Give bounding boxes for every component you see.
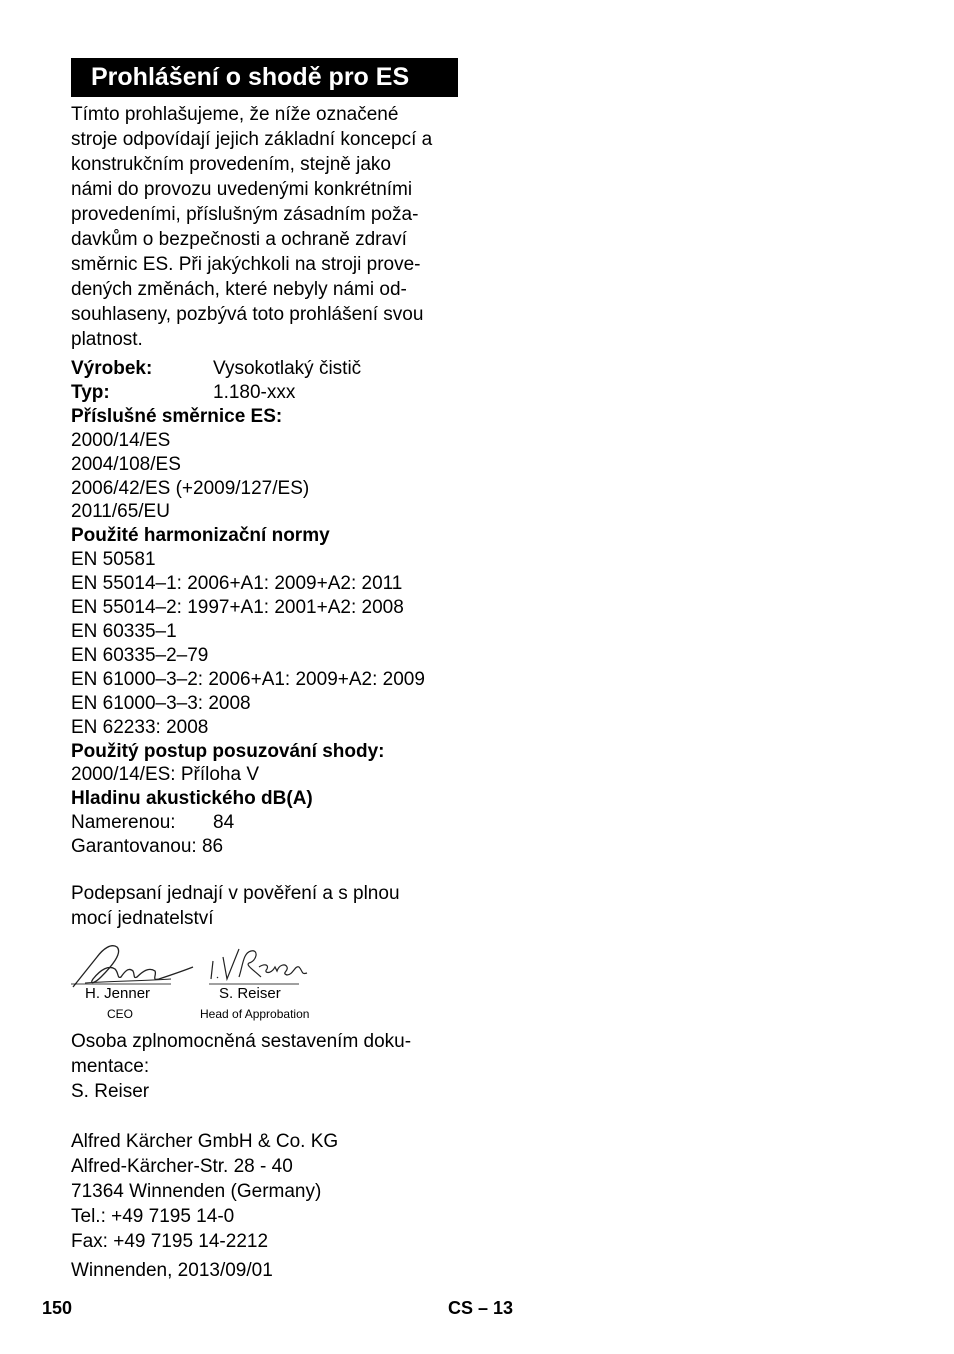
norm-item: EN 55014–1: 2006+A1: 2009+A2: 2011 [71,573,403,595]
intro-line: dených změnách, které nebyly námi od- [71,279,407,300]
intro-line: stroje odpovídají jejich základní koncepcí a [71,129,433,150]
intro-line: směrnic ES. Při jakýchkoli na stroji prove- [71,254,421,275]
directive-item: 2000/14/ES [71,429,171,451]
declaration-body [71,102,471,1283]
sound-measured-label: Namerenou: [71,812,176,834]
directive-item: 2006/42/ES (+2009/127/ES) [71,477,310,499]
norms-heading: Použité harmonizační normy [71,525,330,547]
address-block [71,1129,471,1254]
directive-item: 2004/108/ES [71,453,181,475]
page-title: Prohlášení o shodě pro ES [71,58,458,97]
documentation-line: mentace: [71,1056,150,1078]
intro-line: davkům o bezpečnosti a ochraně zdraví [71,229,407,250]
documentation-line: Osoba zplnomocněná sestavením doku- [71,1031,412,1053]
page-number: 150 [42,1298,73,1318]
intro-line: konstrukčním provedením, stejně jako [71,154,391,175]
type-value: 1.180-xxx [213,381,296,403]
sound-measured-row [71,811,471,835]
directives-heading: Příslušné směrnice ES: [71,405,283,427]
signatories-line: Podepsaní jednají v pověření a s plnou [71,883,400,905]
procedure-heading: Použitý postup posuzování shody: [71,740,385,762]
signature-role: CEO [107,1007,134,1022]
place-date: Winnenden, 2013/09/01 [71,1260,273,1282]
address-line: Alfred Kärcher GmbH & Co. KG [71,1131,339,1153]
address-line: Alfred-Kärcher-Str. 28 - 40 [71,1156,293,1178]
type-label: Typ: [71,381,110,403]
address-line: 71364 Winnenden (Germany) [71,1181,322,1203]
norm-item: EN 62233: 2008 [71,716,209,738]
product-value: Vysokotlaký čistič [213,358,362,379]
section-label: CS – 13 [448,1298,514,1318]
sound-heading: Hladinu akustického dB(A) [71,788,313,810]
intro-line: platnost. [71,329,143,350]
signature-name: S. Reiser [219,985,281,1003]
signatories-line: mocí jednatelství [71,908,214,930]
intro-line: provedeními, příslušným zásadním poža- [71,204,419,225]
norm-item: EN 61000–3–3: 2008 [71,692,251,714]
intro-paragraph [71,102,471,352]
signature-name: H. Jenner [85,985,151,1003]
norm-item: EN 55014–2: 1997+A1: 2001+A2: 2008 [71,597,404,619]
norm-item: EN 60335–2–79 [71,644,209,666]
intro-line: námi do provozu uvedenými konkrétními [71,179,413,200]
product-label: Výrobek: [71,358,153,379]
sound-measured-value: 84 [213,812,235,834]
intro-line: Tímto prohlašujeme, že níže označené [71,104,399,125]
sound-guaranteed-value: 86 [201,836,224,858]
intro-line: souhlaseny, pozbývá toto prohlášení svou [71,304,424,325]
directive-item: 2011/65/EU [71,501,170,523]
sound-guaranteed-label: Garantovanou: [71,836,197,858]
signature-role: Head of Approbation [200,1007,310,1022]
sound-guaranteed-row [71,835,471,859]
address-line: Fax: +49 7195 14-2212 [71,1231,269,1253]
procedure-value: 2000/14/ES: Příloha V [71,764,260,786]
norm-item: EN 61000–3–2: 2006+A1: 2009+A2: 2009 [71,668,425,690]
documentation-line: S. Reiser [71,1081,150,1103]
type-row [71,381,471,405]
norm-item: EN 50581 [71,549,156,571]
norm-item: EN 60335–1 [71,620,177,642]
signature-block [71,937,471,1029]
address-line: Tel.: +49 7195 14-0 [71,1206,235,1228]
product-row [71,357,471,381]
